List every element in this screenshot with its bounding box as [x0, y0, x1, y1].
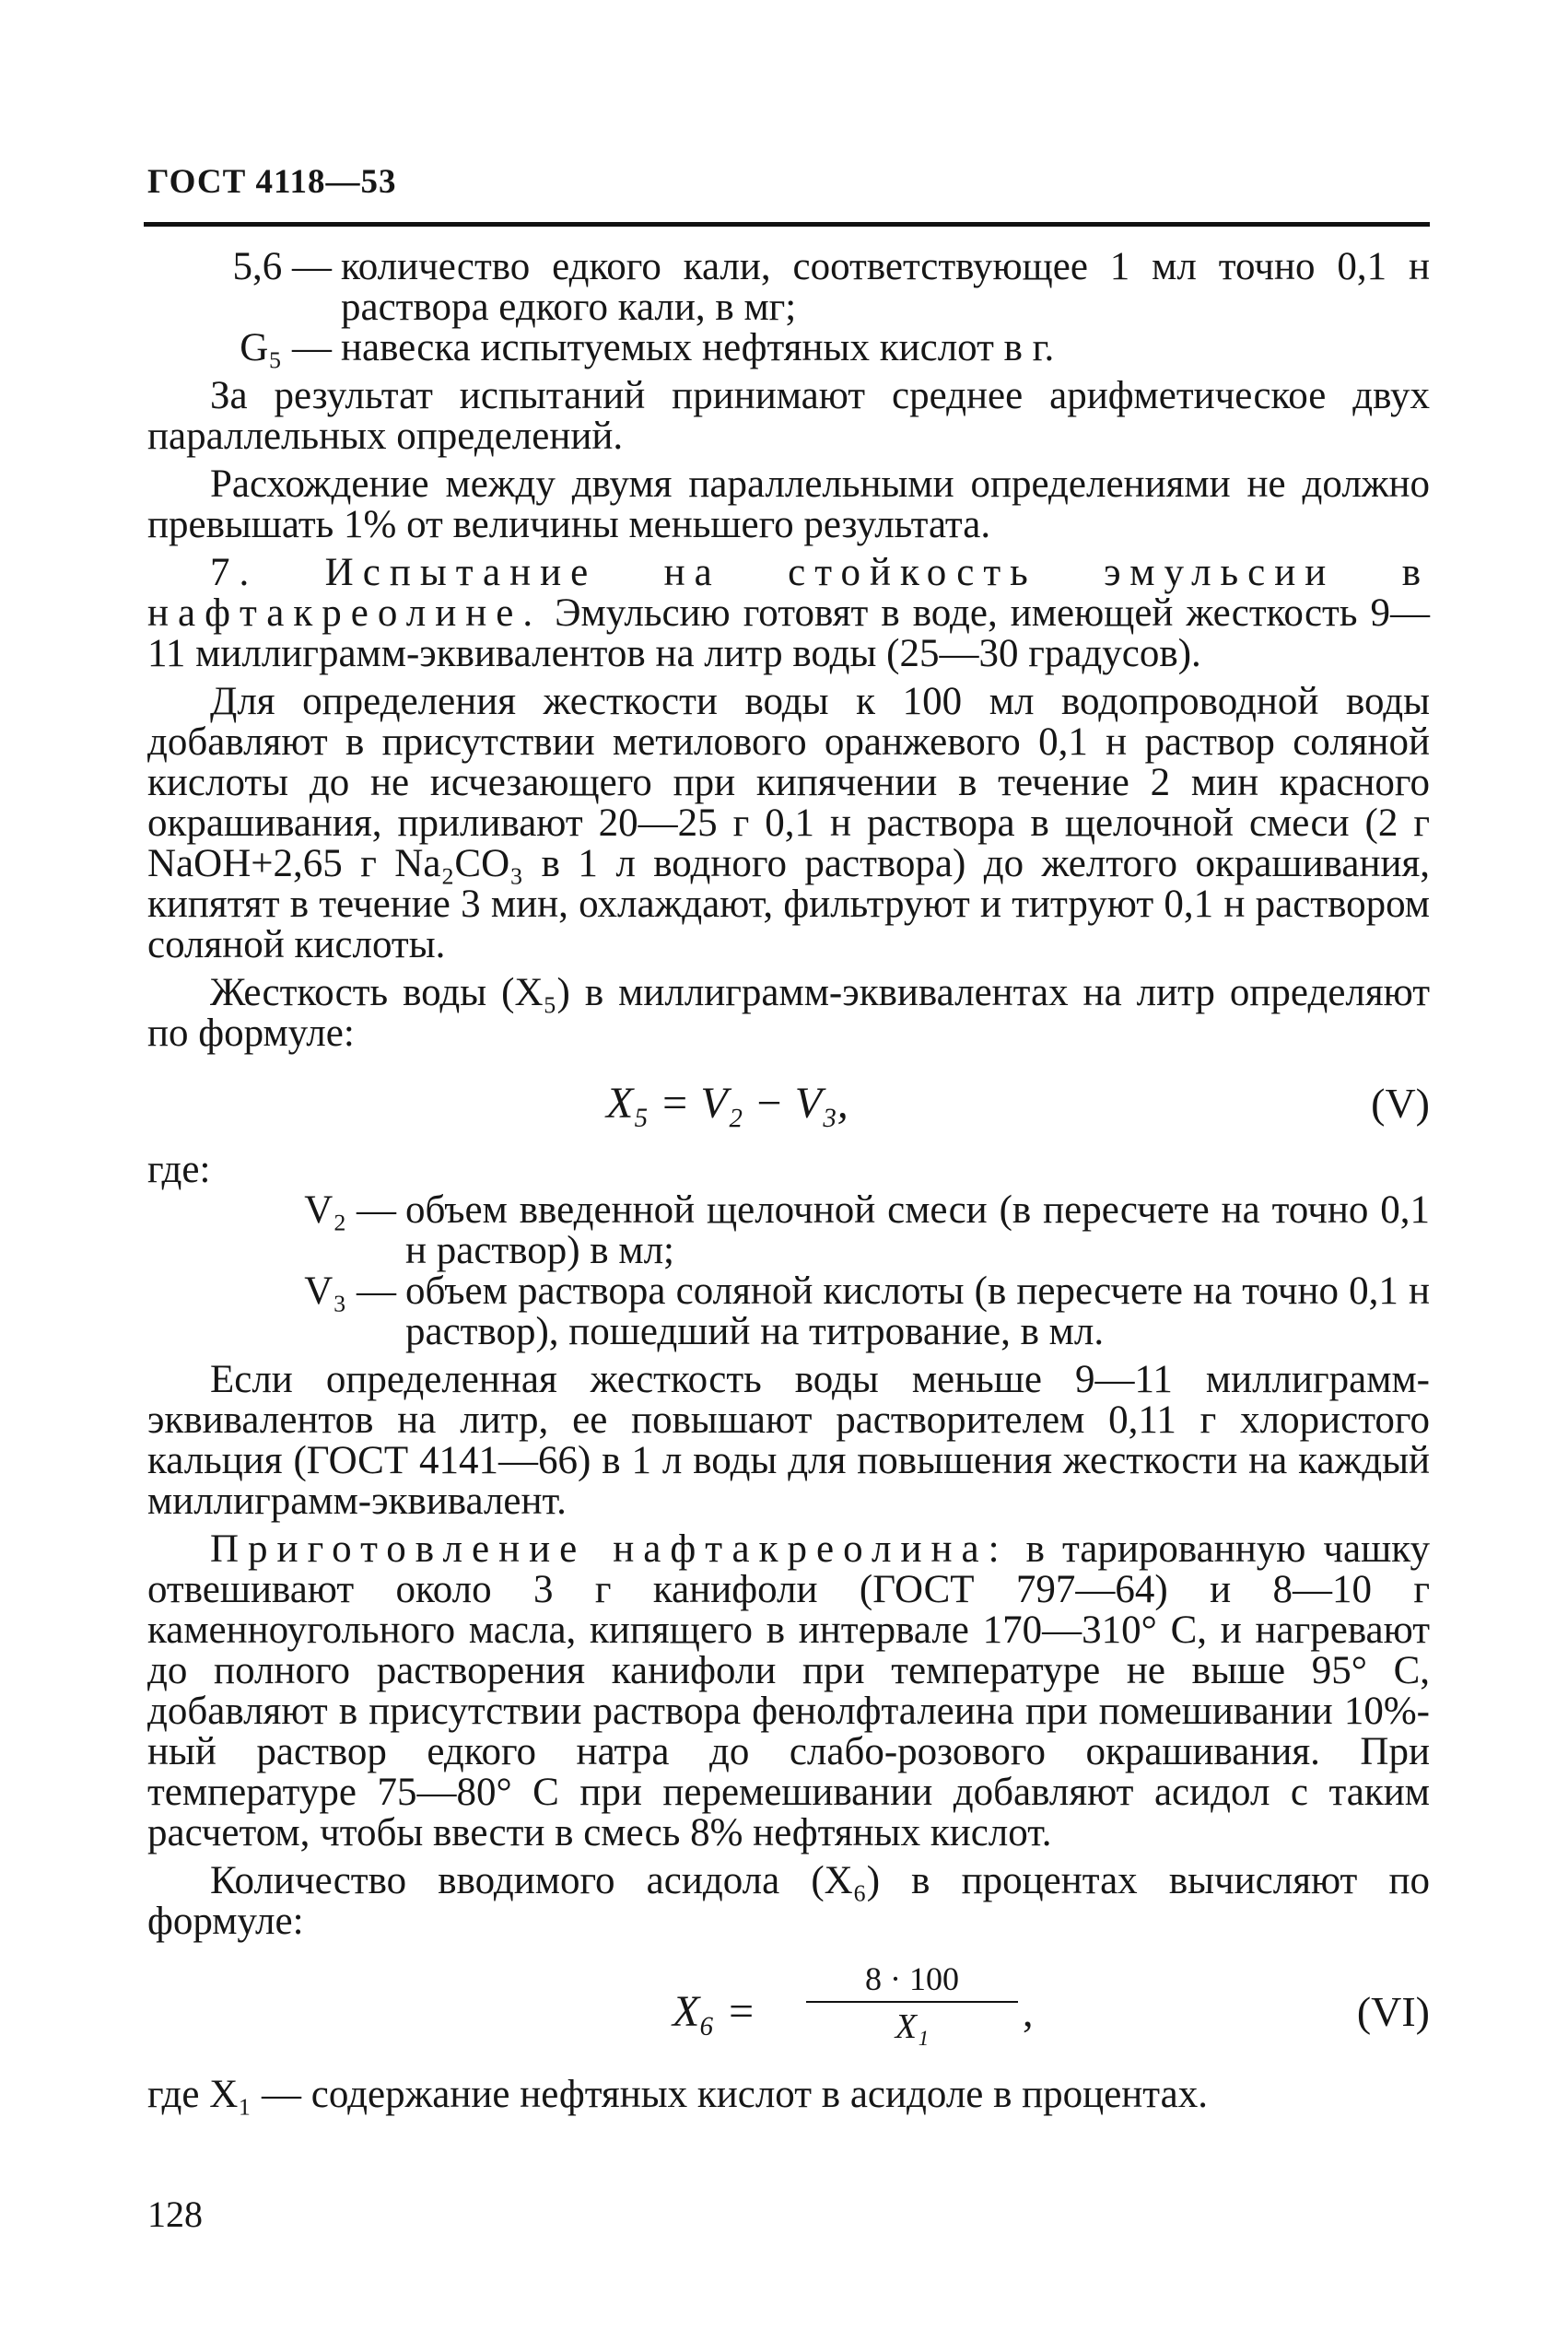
definition-symbol: V₂ — [304, 1188, 396, 1232]
definition-text: объем раствора соляной кислоты (в пересчете на точно 0,1 н раствор), пошедший на титрование, в мл. [405, 1269, 1430, 1353]
where-label: где: [147, 1148, 211, 1191]
section-text: в тарированную чашку отвешивают около 3 г канифоли (ГОСТ 797—64) и 8—10 г каменноугольного масла, кипящего в интервале 170—310° С, и нагревают до полного растворения канифоли при температуре не выше 95° С, добавляют в присутствии раствора фенолфталеина при помешивании 10%-ный раствор едкого натра до слабо-розового окрашивания. При температуре 75—80° С при перемешивании добавляют асидол с таким расчетом, чтобы ввести в смесь 8% нефтяных кислот. [147, 1527, 1431, 1854]
document-body [147, 247, 1430, 2115]
paragraph-hardness-formula-intro: Жесткость воды (X₅) в миллиграмм-эквивалентах на литр определяют по формуле: [147, 971, 1430, 1055]
definition-text: навеска испытуемых нефтяных кислот в г. [341, 326, 1055, 369]
header-rule [144, 222, 1430, 227]
fraction-bar [806, 2001, 1018, 2003]
definition-g5 [147, 328, 1430, 369]
definition-symbol: V₃ — [304, 1269, 396, 1313]
paragraph-naphthacreolin [147, 1529, 1430, 1854]
paragraph-discrepancy: Расхождение между двумя параллельными определениями не должно превышать 1% от величины меньшего результата. [147, 462, 1430, 546]
definition-v3 [147, 1271, 1430, 1352]
formula-vi [147, 1955, 1430, 2075]
definition-v2 [147, 1190, 1430, 1271]
formula-lhs: X₆ = [673, 1987, 756, 2036]
paragraph-emulsion-test [147, 553, 1430, 674]
formula-number: (VI) [1356, 1988, 1430, 2035]
definition-koh [147, 247, 1430, 328]
definition-symbol: G₅ — [240, 326, 332, 369]
formula-number: (V) [1371, 1080, 1430, 1127]
definition-text: объем введенной щелочной смеси (в пересчете на точно 0,1 н раствор) в мл; [405, 1188, 1430, 1272]
definition-text: количество едкого кали, соответствующее 1 мл точно 0,1 н раствора едкого кали, в мг; [341, 245, 1430, 329]
definition-symbol: 5,6 — [232, 245, 332, 288]
formula-fraction [797, 1960, 1027, 2047]
paragraph-x1-definition: где X₁ — содержание нефтяных кислот в асидоле в процентах. [147, 2073, 1208, 2116]
section-title: Приготовление нафтакреолина: [210, 1527, 1009, 1571]
paragraph-hardness-adjust: Если определенная жесткость воды меньше 9—11 миллиграмм-эквивалентов на литр, ее повышают растворителем 0,11 г хлористого кальция (ГОСТ 4141—66) в 1 л воды для повышения жесткости на каждый миллиграмм-эквивалент. [147, 1358, 1430, 1523]
section-text: Эмульсию готовят в воде, имеющей жесткость 9—11 миллиграмм-эквивалентов на литр воды (25—30 градусов). [147, 591, 1430, 675]
document-header: ГОСТ 4118—53 [147, 163, 397, 201]
formula-comma: , [1023, 1988, 1034, 2035]
paragraph-hardness-method: Для определения жесткости воды к 100 мл водопроводной воды добавляют в присутствии метилового оранжевого 0,1 н раствор соляной кислоты до не исчезающего при кипячении в течение 2 мин красного окрашивания, приливают 20—25 г 0,1 н раствора в щелочной смеси (2 г NaOH+2,65 г Na₂CO₃ в 1 л водного раствора) до желтого окрашивания, кипятят в течение 3 мин, охлаждают, фильтруют и титруют 0,1 н раствором соляной кислоты. [147, 680, 1430, 966]
section-title: 7. Испытание на стойкость эмульсии в нафтакреолине. [147, 551, 1430, 635]
formula-v [147, 1065, 1430, 1150]
paragraph-asidol-formula-intro: Количество вводимого асидола (X₆) в процентах вычисляют по формуле: [147, 1859, 1430, 1943]
page-number: 128 [147, 2193, 203, 2235]
formula-expression: X₅ = V₂ − V₃, [606, 1079, 848, 1128]
paragraph-result: За результат испытаний принимают среднее арифметическое двух параллельных определений. [147, 374, 1430, 458]
formula-denominator: X₁ [895, 2007, 930, 2046]
formula-numerator: 8 · 100 [865, 1960, 959, 1997]
